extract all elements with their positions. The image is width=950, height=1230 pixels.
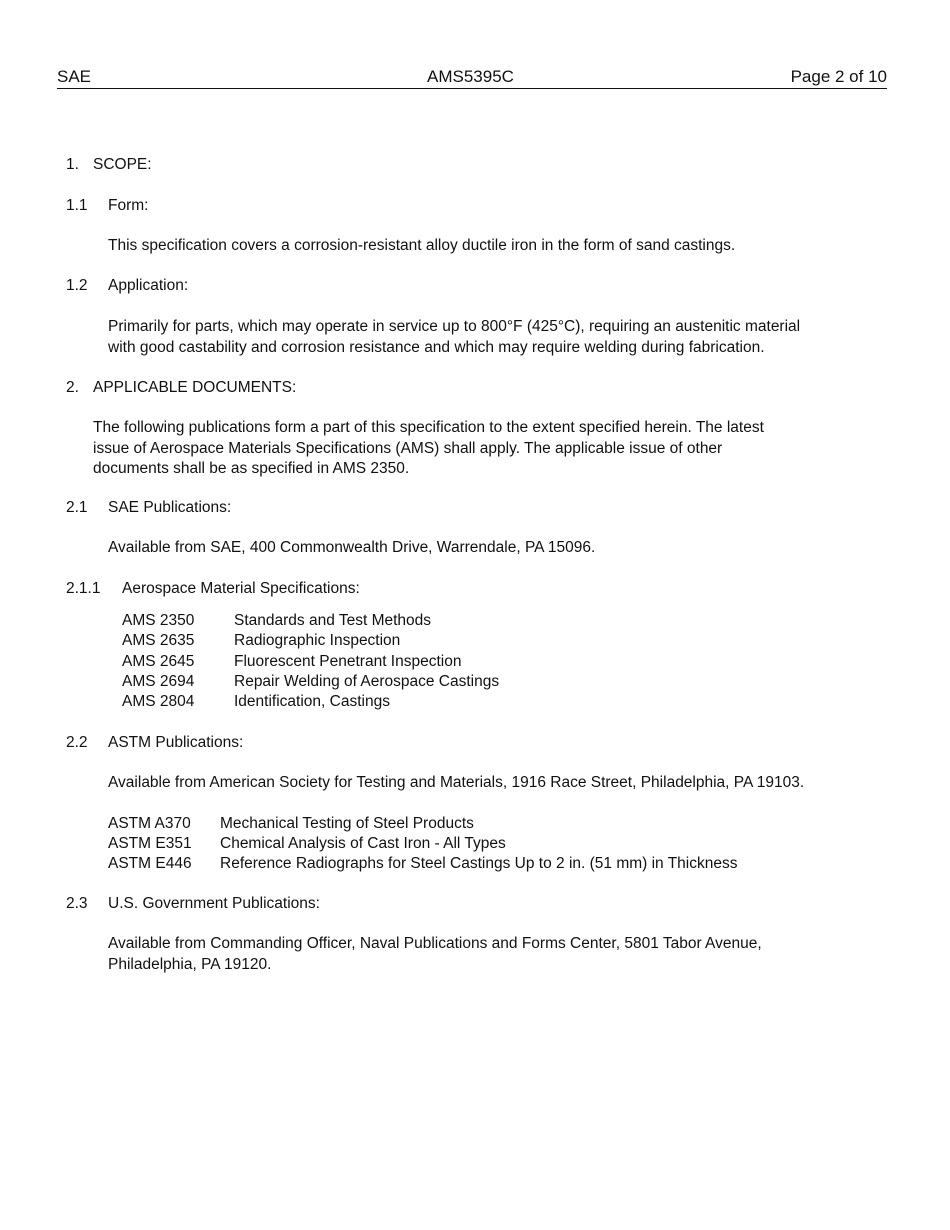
section-body-line: The following publications form a part of this specification to the extent specified herein. The latest	[93, 419, 764, 436]
section-body: This specification covers a corrosion-resistant alloy ductile iron in the form of sand castings.	[108, 237, 736, 254]
section-body-line: Primarily for parts, which may operate in service up to 800°F (425°C), requiring an austenitic material	[108, 318, 801, 335]
section-heading: Form:	[108, 197, 149, 214]
reference-code: AMS 2645	[122, 653, 195, 670]
reference-title: Mechanical Testing of Steel Products	[220, 815, 474, 832]
section-heading: SAE Publications:	[108, 499, 232, 516]
section-body-line: Philadelphia, PA 19120.	[108, 956, 272, 973]
section-number: 1.	[66, 156, 79, 173]
reference-code: ASTM E351	[108, 835, 192, 852]
reference-title: Chemical Analysis of Cast Iron - All Types	[220, 835, 506, 852]
header-doc-number: AMS5395C	[427, 67, 514, 86]
reference-code: ASTM A370	[108, 815, 191, 832]
section-body: Available from SAE, 400 Commonwealth Drive, Warrendale, PA 15096.	[108, 539, 596, 556]
reference-title: Identification, Castings	[234, 693, 390, 710]
reference-code: AMS 2350	[122, 612, 195, 629]
reference-title: Repair Welding of Aerospace Castings	[234, 673, 500, 690]
page-header	[57, 66, 887, 89]
reference-title: Fluorescent Penetrant Inspection	[234, 653, 462, 670]
section-number: 1.1	[66, 197, 88, 214]
reference-code: AMS 2804	[122, 693, 195, 710]
section-heading: Application:	[108, 277, 189, 294]
section-heading: U.S. Government Publications:	[108, 895, 320, 912]
reference-code: AMS 2635	[122, 632, 195, 649]
section-heading: APPLICABLE DOCUMENTS:	[93, 379, 297, 396]
reference-title: Radiographic Inspection	[234, 632, 401, 649]
reference-title: Standards and Test Methods	[234, 612, 432, 629]
section-number: 2.2	[66, 734, 88, 751]
section-body-line: Available from Commanding Officer, Naval Publications and Forms Center, 5801 Tabor Avenue,	[108, 935, 762, 952]
section-body: Available from American Society for Testing and Materials, 1916 Race Street, Philadelphia, PA 19103.	[108, 774, 805, 791]
reference-code: ASTM E446	[108, 855, 192, 872]
section-body-line: documents shall be as specified in AMS 2350.	[93, 460, 410, 477]
reference-title: Reference Radiographs for Steel Castings Up to 2 in. (51 mm) in Thickness	[220, 855, 738, 872]
section-number: 1.2	[66, 277, 88, 294]
reference-code: AMS 2694	[122, 673, 195, 690]
header-org: SAE	[57, 67, 92, 86]
section-heading: SCOPE:	[93, 156, 152, 173]
header-page-number: Page 2 of 10	[790, 67, 887, 86]
section-body-line: issue of Aerospace Materials Specifications (AMS) shall apply. The applicable issue of other	[93, 440, 723, 457]
section-number: 2.1.1	[66, 580, 101, 597]
section-number: 2.3	[66, 895, 88, 912]
section-number: 2.1	[66, 499, 88, 516]
section-number: 2.	[66, 379, 79, 396]
section-heading: Aerospace Material Specifications:	[122, 580, 360, 597]
section-heading: ASTM Publications:	[108, 734, 244, 751]
section-body-line: with good castability and corrosion resistance and which may require welding during fabrication.	[108, 339, 765, 356]
